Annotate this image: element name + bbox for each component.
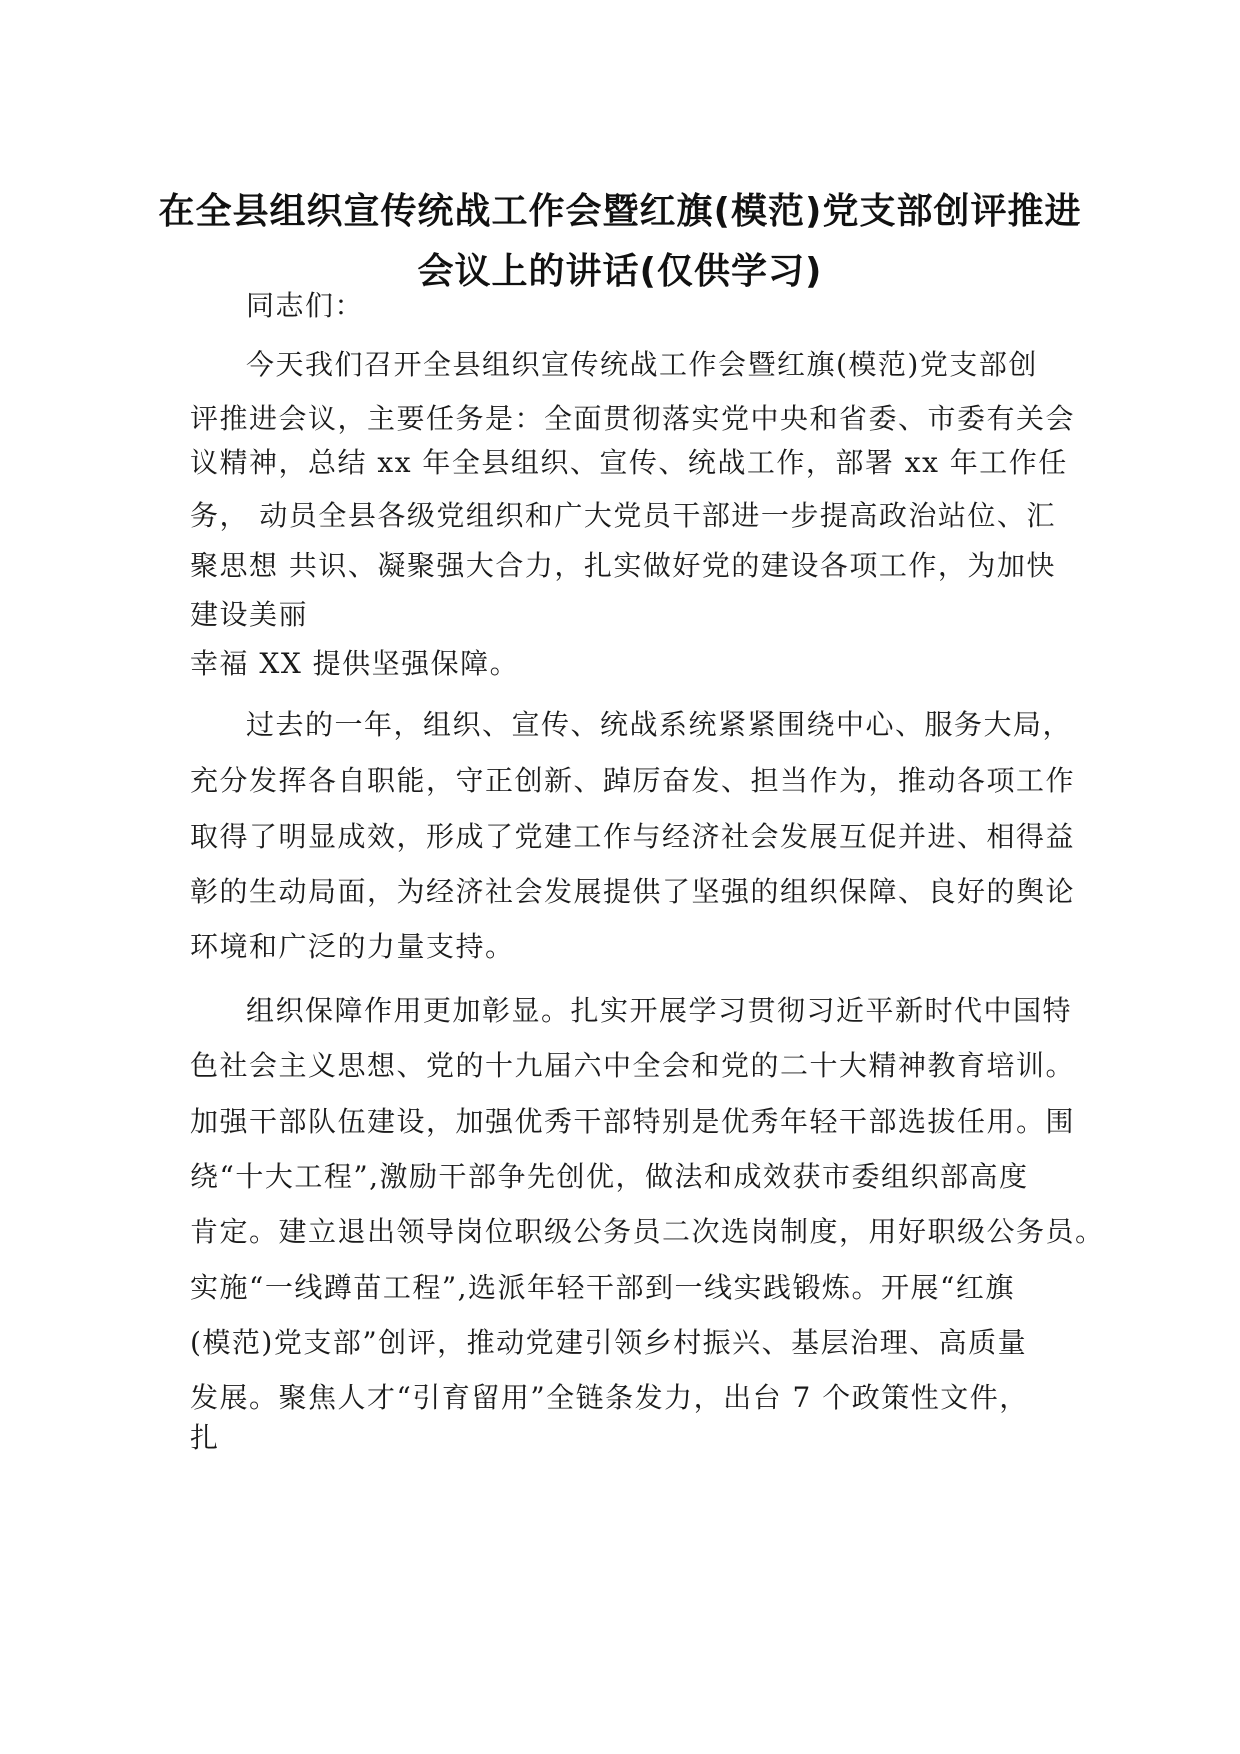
paragraph-3-line: 加强干部队伍建设，加强优秀干部特别是优秀年轻干部选拔任用。围 bbox=[190, 1105, 1076, 1138]
document-title-line-1: 在全县组织宣传统战工作会暨红旗(模范)党支部创评推进 bbox=[158, 191, 1082, 232]
paragraph-3-line: (模范)党支部”创评，推动党建引领乡村振兴、基层治理、高质量 bbox=[190, 1326, 1028, 1359]
paragraph-3-line: 扎 bbox=[190, 1421, 220, 1454]
paragraph-1-line: 评推进会议，主要任务是：全面贯彻落实党中央和省委、市委有关会 bbox=[190, 402, 1076, 435]
paragraph-3-line: 肯定。建立退出领导岗位职级公务员二次选岗制度，用好职级公务员。 bbox=[190, 1215, 1105, 1248]
paragraph-1-line: 议精神，总结 xx 年全县组织、宣传、统战工作，部署 xx 年工作任 bbox=[190, 446, 1068, 479]
paragraph-1-line: 建设美丽 bbox=[190, 598, 309, 631]
paragraph-3-line: 发展。聚焦人才“引育留用”全链条发力，出台 7 个政策性文件， bbox=[190, 1381, 1029, 1414]
paragraph-2-line: 取得了明显成效，形成了党建工作与经济社会发展互促并进、相得益 bbox=[190, 820, 1076, 853]
paragraph-1-line: 务， 动员全县各级党组织和广大党员干部进一步提高政治站位、汇 bbox=[190, 499, 1056, 532]
paragraph-1-line: 今天我们召开全县组织宣传统战工作会暨红旗(模范)党支部创 bbox=[246, 348, 1038, 381]
paragraph-2-line: 彰的生动局面，为经济社会发展提供了坚强的组织保障、良好的舆论 bbox=[190, 875, 1076, 908]
paragraph-1-line: 聚思想 共识、凝聚强大合力，扎实做好党的建设各项工作，为加快 bbox=[190, 549, 1056, 582]
paragraph-2-line: 环境和广泛的力量支持。 bbox=[190, 930, 515, 963]
paragraph-1-line: 幸福 XX 提供坚强保障。 bbox=[190, 647, 520, 680]
paragraph-3-line: 实施“一线蹲苗工程”,选派年轻干部到一线实践锻炼。开展“红旗 bbox=[190, 1271, 1015, 1304]
paragraph-2-line: 过去的一年，组织、宣传、统战系统紧紧围绕中心、服务大局， bbox=[246, 708, 1073, 741]
document-title-line-2: 会议上的讲话(仅供学习) bbox=[417, 251, 823, 292]
salutation: 同志们： bbox=[246, 289, 365, 322]
paragraph-2-line: 充分发挥各自职能，守正创新、踔厉奋发、担当作为，推动各项工作 bbox=[190, 764, 1076, 797]
paragraph-3-line: 色社会主义思想、党的十九届六中全会和党的二十大精神教育培训。 bbox=[190, 1049, 1076, 1082]
paragraph-3-line: 绕“十大工程”,激励干部争先创优，做法和成效获市委组织部高度 bbox=[190, 1160, 1029, 1193]
paragraph-3-line: 组织保障作用更加彰显。扎实开展学习贯彻习近平新时代中国特 bbox=[246, 994, 1073, 1027]
